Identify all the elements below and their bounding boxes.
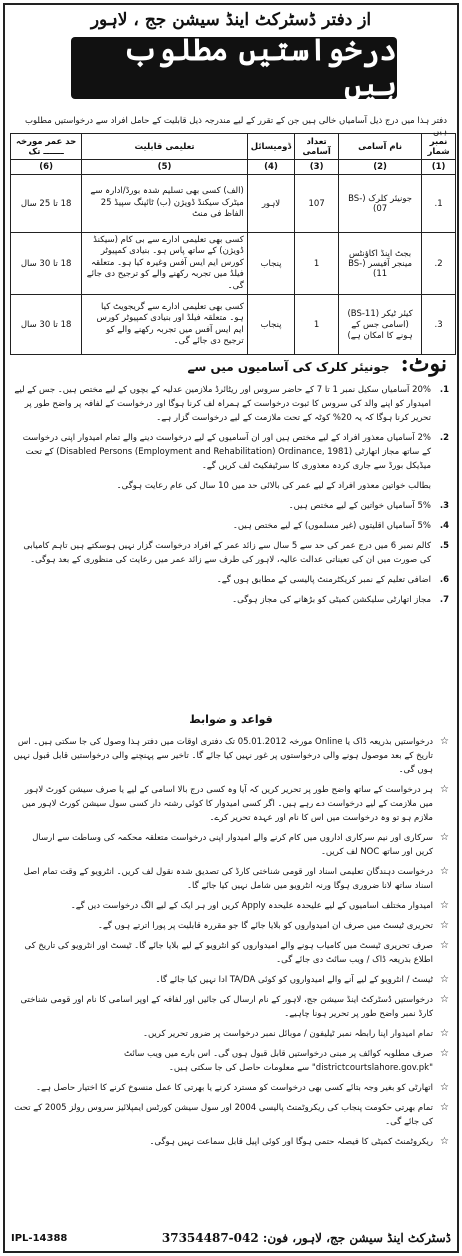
note-text: 2% آسامیاں معذور افراد کے لیے مختص ہیں اور ان آسامیوں کے لیے درخواست دینے والے تمام امیدوار اپنی درخواست کے ساتھ مجاز اتھارٹی (Disabled Persons (Employment and Rehabilitation) Ordinance, 1981) کے تحت میڈیکل بورڈ سے جاری کردہ معذوری کا سرٹیفکیٹ لف کریں گے۔ <box>22 433 431 471</box>
table-row <box>11 175 456 233</box>
list-item <box>13 431 449 473</box>
col-header-post: نام آسامی <box>339 134 422 160</box>
advertisement-page <box>3 3 459 1253</box>
col-number: (2) <box>339 160 422 175</box>
rule-text: ٹیسٹ / انٹرویو کے لیے آنے والے امیدواروں کو کوئی TA/DA ادا نہیں کیا جائے گا۔ <box>155 975 433 985</box>
star-bullet-icon: ☆ <box>440 974 449 985</box>
note-number: 4. <box>439 521 449 531</box>
list-item <box>13 1135 449 1149</box>
list-item <box>13 1027 449 1041</box>
footer <box>11 1227 451 1249</box>
star-bullet-icon: ☆ <box>440 1102 449 1113</box>
intro-text: دفتر ہذا میں درج ذیل آسامیاں خالی ہیں جن کے تقرر کے لیے مندرجہ ذیل قابلیت کے حامل افراد سے درخواستیں مطلوب ہیں۔ <box>25 116 447 137</box>
rule-text: صرف مطلوبہ کوائف پر مبنی درخواستیں قابل قبول ہوں گی۔ اس بارے میں ویب سائٹ "districtcourtslahore.gov.pk" سے معلومات حاصل کی جا سکتی ہیں۔ <box>123 1049 433 1073</box>
note-label: نوٹ: <box>400 351 447 377</box>
notes-list <box>13 383 449 613</box>
cell-count: 1 <box>295 295 339 355</box>
note-heading <box>7 351 447 381</box>
list-item <box>13 1081 449 1095</box>
rule-text: درخواستیں ڈسٹرکٹ اینڈ سیشن جج، لاہور کے نام ارسال کی جائیں اور لفافہ کے اوپر اسامی کا نام اور قومی شناختی کارڈ نمبر واضح طور پر تحریر ہونا چاہیے۔ <box>20 995 433 1019</box>
cell-post: بجٹ اینڈ اکاؤنٹس مینجر آفیسر (BS-11) <box>339 233 422 295</box>
table-row <box>11 233 456 295</box>
star-bullet-icon: ☆ <box>440 832 449 843</box>
list-item <box>13 1047 449 1075</box>
star-bullet-icon: ☆ <box>440 900 449 911</box>
rule-text: تمام امیدوار اپنا رابطہ نمبر ٹیلیفون / موبائل نمبر درخواست پر ضرور تحریر کریں۔ <box>142 1029 433 1039</box>
rule-text: صرف تحریری ٹیسٹ میں کامیاب ہونے والے امیدواروں کو انٹرویو کے لیے بلایا جائے گا۔ ٹیسٹ اور انٹرویو کی تاریخ کی اطلاع بذریعہ ڈاک / ویب سائٹ دی جائے گی۔ <box>24 941 433 965</box>
col-header-domicile: ڈومیسائل <box>247 134 294 160</box>
col-number: (3) <box>295 160 339 175</box>
list-item <box>13 499 449 513</box>
note-number: 1. <box>439 385 449 395</box>
note-text: کالم نمبر 6 میں درج عمر کی حد سے 5 سال سے زائد عمر کے افراد درخواست گزار نہیں ہوسکتے ہیں تاہم کامیابی کی صورت میں ان کی تعیناتی عدالت عالیہ، لاہور کی طرف سے زائد عمر میں رعایت کی منظوری کے بعد ہوگی۔ <box>23 541 431 565</box>
posts-table <box>10 133 456 355</box>
cell-count: 107 <box>295 175 339 233</box>
rule-text: ریکروٹمنٹ کمیٹی کا فیصلہ حتمی ہوگا اور کوئی اپیل قابل سماعت نہیں ہوگی۔ <box>149 1137 433 1147</box>
star-bullet-icon: ☆ <box>440 1048 449 1059</box>
note-text: 5% آسامیاں اقلیتوں (غیر مسلموں) کے لیے مختص ہیں۔ <box>232 521 431 531</box>
rule-text: درخواستیں بذریعہ ڈاک یا Online مورخہ 05.01.2012 تک دفتری اوقات میں دفتر ہذا وصول کی جا سکتی ہیں۔ اس تاریخ کے بعد موصول ہونے والی درخواستوں پر غور نہیں کیا جائے گا۔ تاخیر سے پہنچنے والی درخواستیں قابل قبول نہیں ہوں گی۔ <box>13 737 433 775</box>
list-item <box>13 993 449 1021</box>
rule-text: امیدوار مختلف اسامیوں کے لیے علیحدہ علیحدہ Apply کریں اور ہر ایک کے لیے الگ درخواست دیں گے۔ <box>70 901 433 911</box>
star-bullet-icon: ☆ <box>440 866 449 877</box>
rule-text: تمام بھرتی حکومت پنجاب کی ریکروٹمنٹ پالیسی 2004 اور سول سیشن کورٹس ایمپلائیز سروس رولز 2005 کے تحت کی جائے گی۔ <box>14 1103 433 1127</box>
cell-domicile: پنجاب <box>247 295 294 355</box>
cell-qualification: کسی بھی تعلیمی ادارے سے بی کام (سیکنڈ ڈویژن) کے ساتھ پاس ہو۔ بنیادی کمپیوٹر کورس ایم ایس آفس وغیرہ کیا ہو۔ متعلقہ فیلڈ میں تجربہ رکھنے والے کو ترجیح دی جائے گی۔ <box>82 233 248 295</box>
rule-text: اتھارٹی کو بغیر وجہ بتائے کسی بھی درخواست کو مسترد کرنے یا بھرتی کا عمل منسوخ کرنے کا اختیار حاصل ہے۔ <box>36 1083 433 1093</box>
list-item <box>13 939 449 967</box>
rules-list <box>13 735 449 1155</box>
cell-qualification: کسی بھی تعلیمی ادارے سے گریجویٹ کیا ہو۔ متعلقہ فیلڈ اور بنیادی کمپیوٹر کورس ایم ایس آفس میں تجربہ رکھنے والے کو ترجیح دی جائے گی۔ <box>82 295 248 355</box>
cell-domicile: لاہور <box>247 175 294 233</box>
note-number: 5. <box>439 541 449 551</box>
rule-text: تحریری ٹیسٹ میں صرف ان امیدواروں کو بلایا جائے گا جو مقررہ قابلیت پر پورا اترتے ہوں گے۔ <box>97 921 433 931</box>
star-bullet-icon: ☆ <box>440 784 449 795</box>
star-bullet-icon: ☆ <box>440 940 449 951</box>
cell-age: 18 تا 25 سال <box>11 175 82 233</box>
office-heading: از دفتر ڈسٹرکٹ اینڈ سیشن جج ، لاہور <box>90 10 372 30</box>
list-item <box>13 973 449 987</box>
list-item <box>13 865 449 893</box>
list-item <box>13 899 449 913</box>
star-bullet-icon: ☆ <box>440 1136 449 1147</box>
list-item <box>13 519 449 533</box>
list-item <box>13 383 449 425</box>
col-header-count: تعداد آسامی <box>295 134 339 160</box>
list-item <box>13 479 449 493</box>
cell-sr: 3. <box>422 295 456 355</box>
list-item <box>13 919 449 933</box>
note-text: 20% آسامیاں سکیل نمبر 1 تا 7 کے حاضر سروس اور ریٹائرڈ ملازمین عدلیہ کے بچوں کے لیے مختص ہیں۔ جس کے لیے امیدوار کو اپنے والد کی سروس کا ثبوت درخواست کے ہمراہ لف کرنا ہوگا اور درخواست کے لفافہ پر واضح طور پر تحریر کرنا ہوگا کہ یہ 20% کوٹہ کے تحت ملازمت کے لیے درخواست گزار ہے۔ <box>14 385 431 423</box>
wanted-banner: درخواستیں مطلوب ہیں <box>71 37 397 99</box>
star-bullet-icon: ☆ <box>440 1082 449 1093</box>
note-number: 6. <box>439 575 449 585</box>
star-bullet-icon: ☆ <box>440 994 449 1005</box>
col-header-sr: نمبر شمار <box>422 134 456 160</box>
rule-text: سرکاری اور نیم سرکاری اداروں میں کام کرنے والے امیدوار اپنی درخواست متعلقہ محکمہ کی وساطت سے ارسال کریں اور ساتھ NOC لف کریں۔ <box>32 833 433 857</box>
ipl-code: IPL-14388 <box>11 1232 68 1244</box>
col-header-qualification: تعلیمی قابلیت <box>82 134 248 160</box>
note-number: 7. <box>439 595 449 605</box>
signature-line: ڈسٹرکٹ اینڈ سیشن جج، لاہور، فون: 042-37354487 <box>161 1231 451 1245</box>
star-bullet-icon: ☆ <box>440 920 449 931</box>
list-item <box>13 593 449 607</box>
cell-age: 18 تا 30 سال <box>11 233 82 295</box>
table-row <box>11 295 456 355</box>
cell-post: جونیئر کلرک (BS-07) <box>339 175 422 233</box>
note-text: اضافی تعلیم کے نمبر کریکٹرمنٹ پالیسی کے مطابق ہوں گے۔ <box>216 575 431 585</box>
note-number: 3. <box>439 501 449 511</box>
col-number: (1) <box>422 160 456 175</box>
cell-post: کیئر ٹیکر (BS-11) (اسامی جس کے ہونے کا امکان ہے) <box>339 295 422 355</box>
note-number: 2. <box>439 433 449 443</box>
note-text: 5% آسامیاں خواتین کے لیے مختص ہیں۔ <box>288 501 431 511</box>
list-item <box>13 573 449 587</box>
rules-heading: قواعد و ضوابط <box>189 713 273 726</box>
cell-count: 1 <box>295 233 339 295</box>
col-header-age: حد عمر مورخہ ـــــــ تک <box>11 134 82 160</box>
note-text: بطالب خواتین معذور افراد کے لیے عمر کی بالائی حد میں 10 سال کی عام رعایت ہوگی۔ <box>116 481 431 491</box>
col-number: (4) <box>247 160 294 175</box>
list-item <box>13 831 449 859</box>
cell-age: 18 تا 30 سال <box>11 295 82 355</box>
list-item <box>13 1101 449 1129</box>
list-item <box>13 735 449 777</box>
cell-sr: 1. <box>422 175 456 233</box>
cell-sr: 2. <box>422 233 456 295</box>
rule-text: ہر درخواست کے ساتھ واضح طور پر تحریر کریں کہ آیا وہ کسی درج بالا اسامی کے لیے یا صرف سیشن کورٹ لاہور میں ملازمت کے لیے درخواست دے رہے ہیں۔ اگر کسی امیدوار کا کوئی رشتہ دار کسی سول سیشن کورٹ لاہور میں ملازم ہو تو وہ درخواست میں اس کا نام اور عہدہ تحریر کرے۔ <box>21 785 433 823</box>
note-title: جونیئر کلرک کی آسامیوں میں سے <box>187 360 390 374</box>
list-item <box>13 783 449 825</box>
col-number: (6) <box>11 160 82 175</box>
col-number: (5) <box>82 160 248 175</box>
star-bullet-icon: ☆ <box>440 1028 449 1039</box>
list-item <box>13 539 449 567</box>
note-text: مجاز اتھارٹی سلیکشن کمیٹی کو بڑھانے کی مجاز ہوگی۔ <box>232 595 431 605</box>
cell-qualification: (الف) کسی بھی تسلیم شدہ بورڈ/ادارہ سے میٹرک سیکنڈ ڈویژن (ب) ٹائپنگ سپیڈ 25 الفاظ فی منٹ <box>82 175 248 233</box>
cell-domicile: پنجاب <box>247 233 294 295</box>
rule-text: درخواست دہندگان تعلیمی اسناد اور قومی شناختی کارڈ کی تصدیق شدہ نقول لف کریں۔ انٹرویو کے وقت تمام اصل اسناد ساتھ لانا ضروری ہوگا ورنہ انٹرویو میں شامل نہیں کیا جائے گا۔ <box>23 867 433 891</box>
star-bullet-icon: ☆ <box>440 736 449 747</box>
